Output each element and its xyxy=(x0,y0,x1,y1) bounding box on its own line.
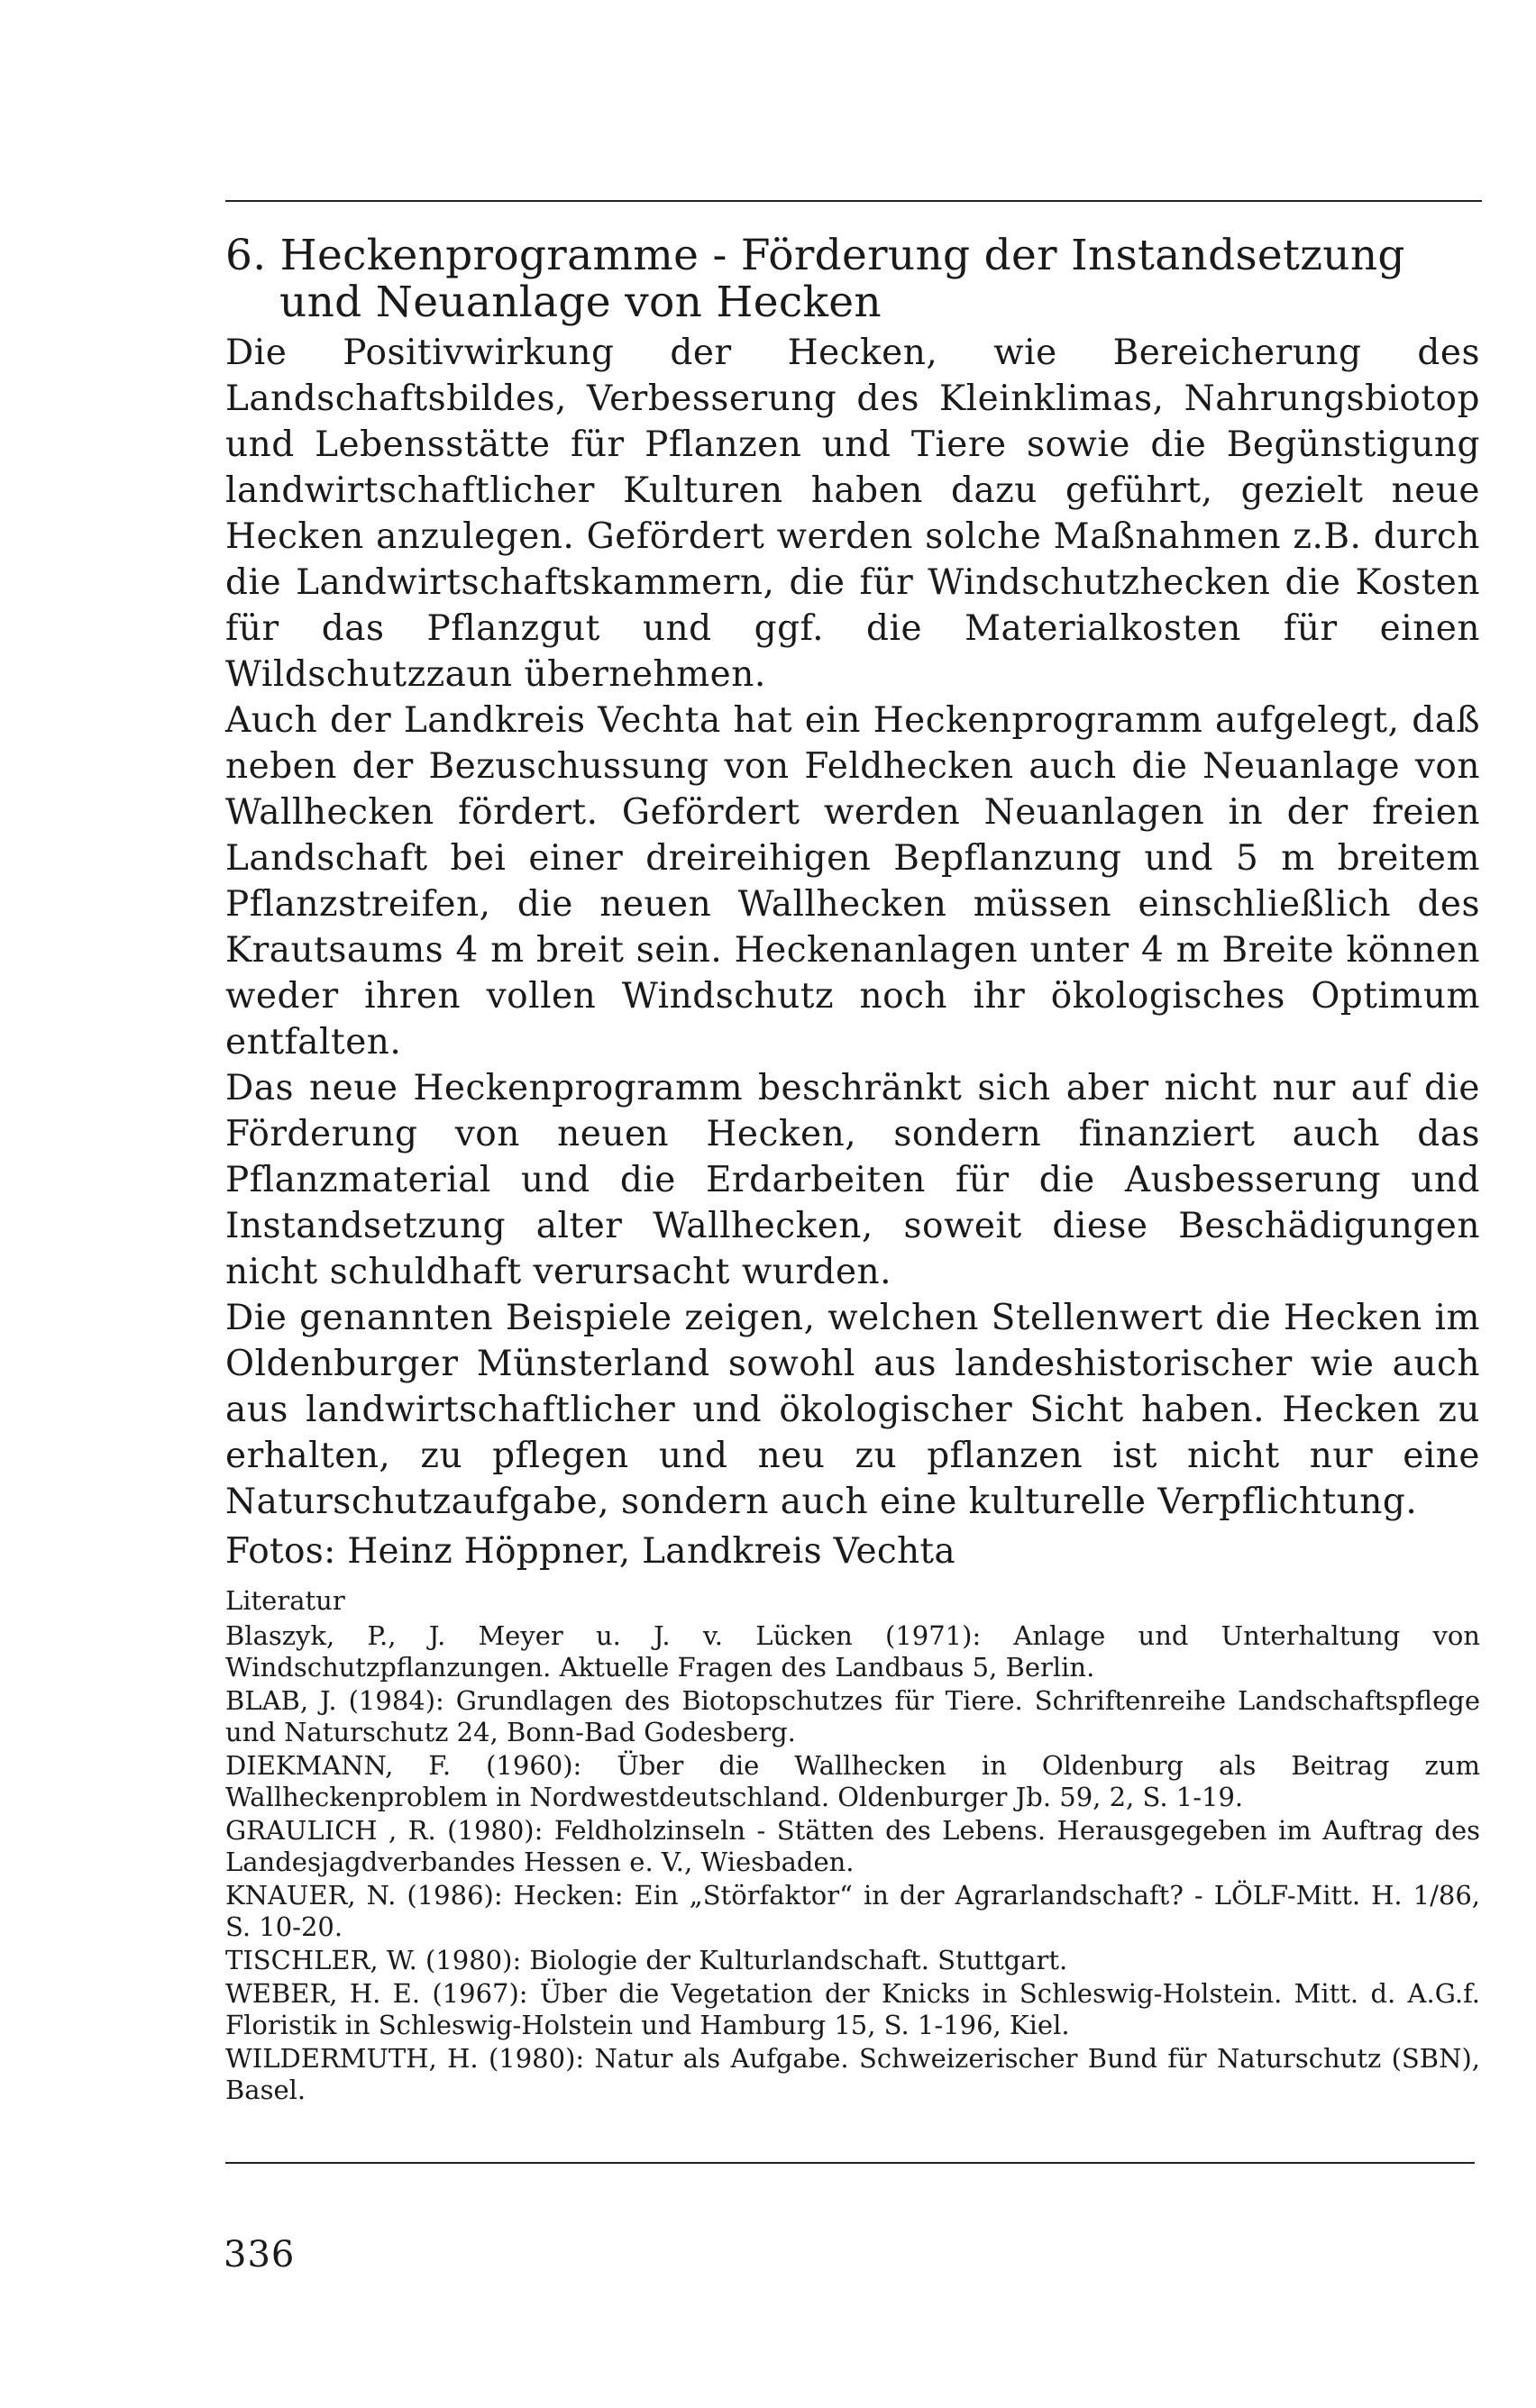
body-paragraph: Die genannten Beispiele zeigen, welchen Stellenwert die Hecken im Oldenburger Münsterland sowohl aus landeshistorischer wie auch aus landwirtschaftlicher und ökologischer Sicht haben. Hecken zu erhalten, zu pflegen und neu zu pflanzen ist nicht nur eine Naturschutzaufgabe, sondern auch eine kulturelle Verpflichtung. xyxy=(225,1298,1480,1522)
top-rule xyxy=(225,200,1482,202)
reference-item: Blaszyk, P., J. Meyer u. J. v. Lücken (1971): Anlage und Unterhaltung von Windschutzpflanzungen. Aktuelle Fragen des Landbaus 5, Berlin. xyxy=(225,1620,1480,1683)
page-content xyxy=(225,233,1480,2108)
section-heading: 6. Heckenprogramme - Förderung der Instandsetzung und Neuanlage von Hecken xyxy=(225,231,1405,327)
body-paragraph: Das neue Heckenprogramm beschränkt sich aber nicht nur auf die Förderung von neuen Hecken, sondern finanziert auch das Pflanzmaterial und die Erdarbeiten für die Ausbesserung und Instandsetzung alter Wallhecken, soweit diese Beschädigungen nicht schuldhaft verursacht wurden. xyxy=(225,1068,1480,1292)
reference-item: TISCHLER, W. (1980): Biologie der Kulturlandschaft. Stuttgart. xyxy=(225,1945,1068,1975)
bottom-rule xyxy=(225,2162,1475,2164)
reference-item: WILDERMUTH, H. (1980): Natur als Aufgabe. Schweizerischer Bund für Naturschutz (SBN), Basel. xyxy=(225,2043,1480,2105)
photo-credit: Fotos: Heinz Höppner, Landkreis Vechta xyxy=(225,1531,955,1572)
reference-item: DIEKMANN, F. (1960): Über die Wallhecken in Oldenburg als Beitrag zum Wallheckenproblem in Nordwestdeutschland. Oldenburger Jb. 59, 2, S. 1-19. xyxy=(225,1750,1480,1812)
page-number: 336 xyxy=(224,2234,296,2276)
reference-item: BLAB, J. (1984): Grundlagen des Biotopschutzes für Tiere. Schriftenreihe Landschaftspflege und Naturschutz 24, Bonn-Bad Godesberg. xyxy=(225,1685,1480,1747)
reference-item: KNAUER, N. (1986): Hecken: Ein „Störfaktor“ in der Agrarlandschaft? - LÖLF-Mitt. H. 1/86, S. 10-20. xyxy=(225,1880,1480,1942)
reference-list xyxy=(225,1620,1480,2106)
reference-item: GRAULICH , R. (1980): Feldholzinseln - Stätten des Lebens. Herausgegeben im Auftrag des Landesjagdverbandes Hessen e. V., Wiesbaden. xyxy=(225,1815,1480,1877)
body-paragraph: Die Positivwirkung der Hecken, wie Bereicherung des Landschaftsbildes, Verbesserung des Kleinklimas, Nahrungsbiotop und Lebensstätte für Pflanzen und Tiere sowie die Begünstigung landwirtschaftlicher Kulturen haben dazu geführt, gezielt neue Hecken anzulegen. Gefördert werden solche Maßnahmen z.B. durch die Landwirtschaftskammern, die für Windschutzhecken die Kosten für das Pflanzgut und ggf. die Materialkosten für einen Wildschutzzaun übernehmen. xyxy=(225,333,1480,695)
reference-item: WEBER, H. E. (1967): Über die Vegetation der Knicks in Schleswig-Holstein. Mitt. d. A.G.f. Floristik in Schleswig-Holstein und Hamburg 15, S. 1-196, Kiel. xyxy=(225,1978,1480,2040)
body-paragraph: Auch der Landkreis Vechta hat ein Heckenprogramm aufgelegt, daß neben der Bezuschussung von Feldhecken auch die Neuanlage von Wallhecken fördert. Gefördert werden Neuanlagen in der freien Landschaft bei einer dreireihigen Bepflanzung und 5 m breitem Pflanzstreifen, die neuen Wallhecken müssen einschließlich des Krautsaums 4 m breit sein. Heckenanlagen unter 4 m Breite können weder ihren vollen Windschutz noch ihr ökologisches Optimum entfalten. xyxy=(225,700,1480,1063)
literature-title: Literatur xyxy=(225,1585,345,1616)
